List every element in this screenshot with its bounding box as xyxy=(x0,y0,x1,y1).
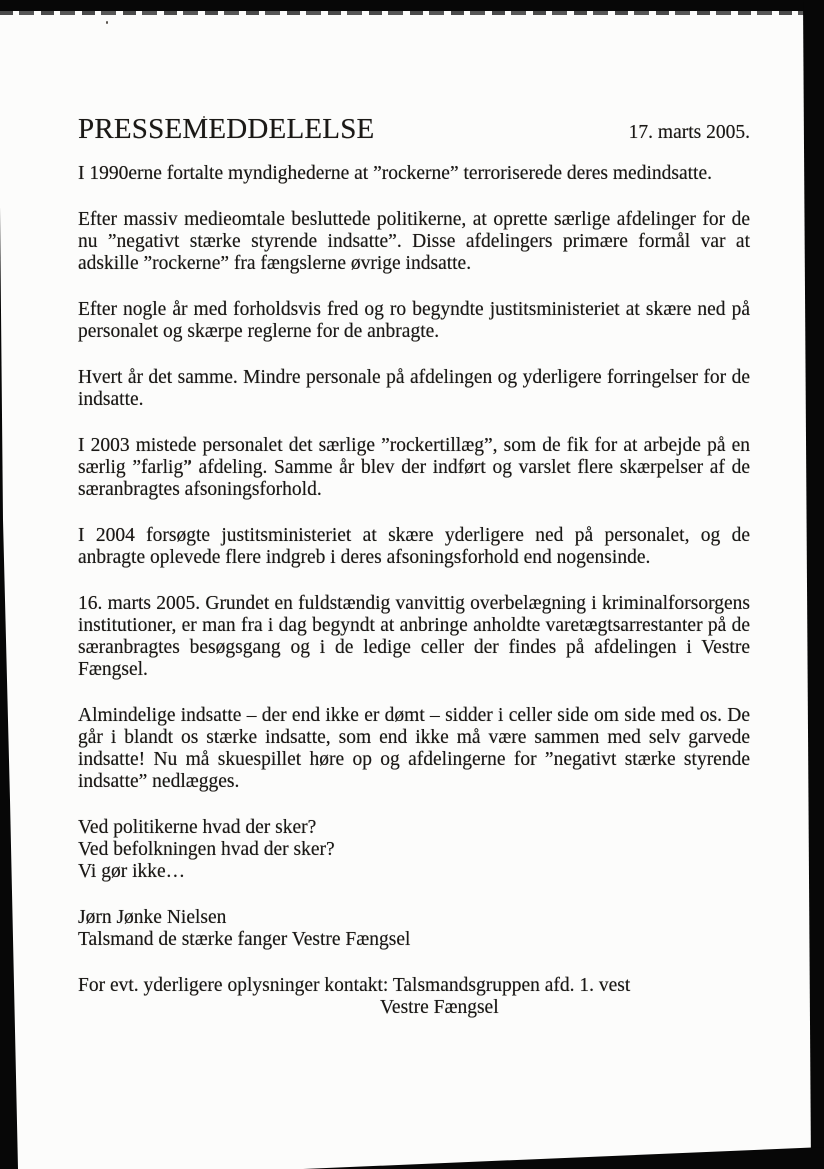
scan-border-bottom-wedge xyxy=(0,1144,824,1169)
paragraph-5: I 2003 mistede personalet det særlige ”rockertillæg”, som de fik for at arbejde på en særlig ”farlig” afdeling. Samme år blev der indført og varslet flere skærpelser af de særanbragtes afsoningsforhold. xyxy=(78,435,750,500)
paragraph-7: 16. marts 2005. Grundet en fuldstændig vanvittig overbelægning i kriminalforsorgens institutioner, er man fra i dag begyndt at anbringe anholdte varetægtsarrestanter på de særanbragtes besøgsgang og i de ledige celler der findes på afdelingen i Vestre Fængsel. xyxy=(78,593,750,680)
paragraph-4: Hvert år det samme. Mindre personale på afdelingen og yderligere forringelser for de indsatte. xyxy=(78,367,750,410)
masthead xyxy=(78,112,750,146)
scan-speck xyxy=(106,21,108,24)
scan-border-left xyxy=(0,0,20,1169)
contact-line-2: Vestre Fængsel xyxy=(380,997,499,1018)
question-line-2: Ved befolkningen hvad der sker? xyxy=(78,839,335,860)
paragraph-1: I 1990erne fortalte myndighederne at ”rockerne” terroriserede deres medindsatte. xyxy=(78,163,712,184)
rhetorical-questions xyxy=(78,817,750,883)
signature-block xyxy=(78,907,750,951)
signature-name: Jørn Jønke Nielsen xyxy=(78,907,227,928)
contact-line-1: For evt. yderligere oplysninger kontakt: Talsmandsgruppen afd. 1. vest xyxy=(78,975,631,996)
document-date: 17. marts 2005. xyxy=(628,122,750,143)
question-line-1: Ved politikerne hvad der sker? xyxy=(78,817,317,838)
paragraph-8: Almindelige indsatte – der end ikke er dømt – sidder i celler side om side med os. De går i blandt os stærke indsatte, som end ikke må være sammen med selv garvede indsatte! Nu må skuespillet høre op og afdelingerne for ”negativt stærke styrende indsatte” nedlægges. xyxy=(78,705,750,792)
question-line-3: Vi gør ikke… xyxy=(78,861,186,882)
paragraph-6: I 2004 forsøgte justitsministeriet at skære yderligere ned på personalet, og de anbragte oplevede flere indgreb i deres afsoningsforhold end nogensinde. xyxy=(78,525,750,568)
paragraph-3: Efter nogle år med forholdsvis fred og ro begyndte justitsministeriet at skære ned på personalet og skærpe reglerne for de anbragte. xyxy=(78,299,750,342)
press-release-document xyxy=(78,112,750,1019)
scan-border-right xyxy=(798,0,824,1169)
contact-block xyxy=(78,975,750,1019)
scan-border-top xyxy=(0,0,824,11)
paragraph-2: Efter massiv medieomtale besluttede politikerne, at oprette særlige afdelinger for de nu ”negativt stærke styrende indsatte”. Disse afdelingers primære formål var at adskille ”rockerne” fra fængslerne øvrige indsatte. xyxy=(78,209,750,274)
scan-border-top-dashes xyxy=(0,11,824,15)
signature-role: Talsmand de stærke fanger Vestre Fængsel xyxy=(78,929,411,950)
page-title: PRESSEMEDDELELSE xyxy=(78,113,375,145)
